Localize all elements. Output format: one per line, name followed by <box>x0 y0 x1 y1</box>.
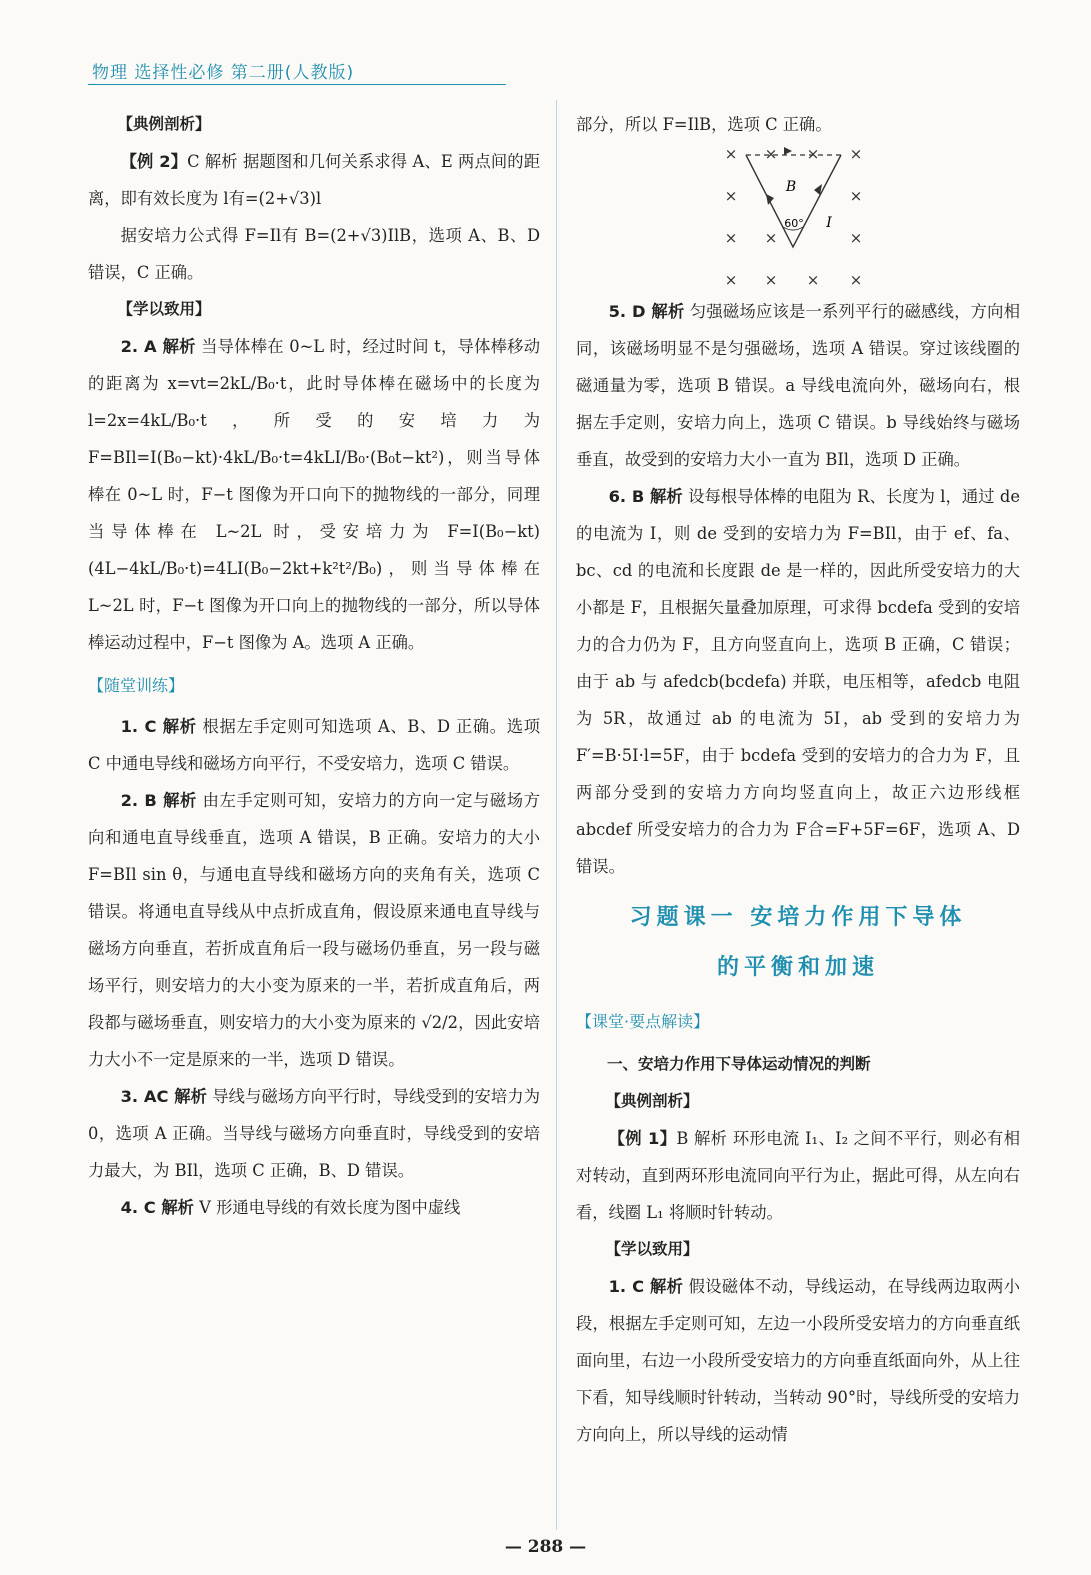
cross-mark: × <box>764 271 778 289</box>
training-2 <box>88 782 540 1078</box>
chapter-title-line-2: 的平衡和加速 <box>716 955 879 980</box>
answer-5-text: 匀强磁场应该是一系列平行的磁感线，方向相同，该磁场明显不是匀强磁场，选项 A 错误。穿过该线圈的磁通量为零，选项 B 错误。a 导线电流向外，磁场向右，根据左手定则，安培力向上，选项 C 错误。b 导线始终与磁场垂直，故受到的安培力大小一直为 BIl，选项 D 正确。 <box>576 302 1020 469</box>
cross-mark: × <box>724 229 738 247</box>
cross-mark: × <box>806 147 820 163</box>
answer-6-number: 6. B 解析 <box>608 487 683 506</box>
cross-mark: × <box>849 187 863 205</box>
column-divider <box>556 100 557 1530</box>
training-4-number: 4. C 解析 <box>120 1198 194 1217</box>
training-1-number: 1. C 解析 <box>120 717 197 736</box>
training-1 <box>88 708 540 782</box>
cross-mark: × <box>849 229 863 247</box>
cross-mark: × <box>806 271 820 289</box>
answer-5 <box>576 293 1020 478</box>
header-rule <box>88 84 506 85</box>
cross-mark: × <box>724 147 738 163</box>
training-4 <box>88 1189 540 1226</box>
example-2-text2: 据安培力公式得 F=Il有 B=(2+√3)IlB，选项 A、B、D 错误，C 正确。 <box>88 226 540 282</box>
subsection-title: 一、安培力作用下导体运动情况的判断 <box>607 1055 871 1073</box>
training-3 <box>88 1078 540 1189</box>
training-4-continued: 部分，所以 F=IlB，选项 C 正确。 <box>576 115 832 134</box>
chapter-title-line-1: 习题课一 安培力作用下导体 <box>629 905 967 930</box>
example-1-label: 【例 1】 <box>608 1129 677 1148</box>
answer-6 <box>576 478 1020 885</box>
chapter-title <box>576 893 1020 993</box>
section-title-class-training: 【随堂训练】 <box>88 676 185 695</box>
cross-mark: × <box>724 271 738 289</box>
cross-mark: × <box>849 271 863 289</box>
training-2-number: 2. B 解析 <box>120 791 197 810</box>
example-2 <box>88 143 540 217</box>
cross-mark: × <box>764 229 778 247</box>
label-b: B <box>785 179 797 195</box>
practice-1-text: 假设磁体不动，导线运动，在导线两边取两小段，根据左手定则可知，左边一小段所受安培力的方向垂直纸面向里，右边一小段所受安培力的方向垂直纸面向外，从上往下看，知导线顺时针转动，当转动 90°时，导线所受的安培力方向向上，所以导线的运动情 <box>576 1277 1020 1444</box>
practice-1-number: 1. C 解析 <box>608 1277 684 1296</box>
example-2-label: 【例 2】 <box>120 152 188 171</box>
v-wire <box>746 155 841 247</box>
cross-mark: × <box>724 187 738 205</box>
cross-mark: × <box>849 147 863 163</box>
running-header: 物理 选择性必修 第二册(人教版) <box>92 63 355 83</box>
answer-2-text: 当导体棒在 0~L 时，经过时间 t，导体棒移动的距离为 x=vt=2kL/B₀·t，此时导体棒在磁场中的长度为 l=2x=4kL/B₀·t，所受的安培力为 F=BIl=I(B₀−kt)·4kL/B₀·t=4kLI/B₀·(B₀t−kt²)，则当导体棒在 0~L 时，F−t 图像为开口向下的抛物线的一部分，同理当导体棒在 L~2L 时，受安培力为 F=I(B₀−kt)(4L−4kL/B₀·t)=4LI(B₀−2kt+k²t²/B₀)，则当导体棒在 L~2L 时，F−t 图像为开口向上的抛物线的一部分，所以导体棒运动过程中，F−t 图像为 A。选项 A 正确。 <box>88 337 540 652</box>
answer-2-number: 2. A 解析 <box>120 337 196 356</box>
training-3-text: 导线与磁场方向平行时，导线受到的安培力为 0，选项 A 正确。当导线与磁场方向垂直时，导线受到的安培力最大，为 BIl，选项 C 正确，B、D 错误。 <box>88 1087 540 1180</box>
arrow-right-icon <box>784 147 792 155</box>
heading-application-2: 【学以致用】 <box>605 1240 699 1258</box>
practice-1 <box>576 1268 1020 1453</box>
left-column <box>88 106 540 1226</box>
label-angle: 60° <box>784 217 804 230</box>
heading-example-analysis-2: 【典例剖析】 <box>605 1092 699 1110</box>
page-number: — 288 — <box>504 1537 587 1557</box>
heading-application: 【学以致用】 <box>117 300 211 318</box>
training-2-text: 由左手定则可知，安培力的方向一定与磁场方向和通电直导线垂直，选项 A 错误，B 正确。安培力的大小 F=BIl sin θ，与通电直导线和磁场方向的夹角有关，选项 C 错误。将通电直导线从中点折成直角，假设原来通电直导线与磁场方向垂直，若折成直角后一段与磁场仍垂直，另一段与磁场平行，则安培力的大小变为原来的一半，若折成直角后，两段都与磁场垂直，则安培力的大小变为原来的 √2/2，因此安培力大小不一定是原来的一半，选项 D 错误。 <box>88 791 540 1069</box>
answer-6-text: 设每根导体棒的电阻为 R、长度为 l，通过 de 的电流为 I，则 de 受到的安培力为 F=BIl，由于 ef、fa、bc、cd 的电流和长度跟 de 是一样的，因此所受安培力的大小都是 F，且根据矢量叠加原理，可求得 bcdefa 受到的安培力的合力仍为 F，且方向竖直向上，选项 B 正确，C 错误；由于 ab 与 afedcb(bcdefa) 并联，电压相等，afedcb 电阻为 5R，故通过 ab 的电流为 5I，ab 受到的安培力为 F′=B·5I·l=5F，由于 bcdefa 受到的安培力的合力为 F，且两部分受到的安培力方向均竖直向上，故正六边形线框 abcdef 所受安培力的合力为 F合=F+5F=6F，选项 A、D 错误。 <box>576 487 1020 876</box>
training-3-number: 3. AC 解析 <box>120 1087 207 1106</box>
section-title-key-points: 【课堂·要点解读】 <box>576 1012 710 1031</box>
example-1-text: B 解析 环形电流 I₁、I₂ 之间不平行，则必有相对转动，直到两环形电流同向平行为止，据此可得，从左向右看，线圈 L₁ 将顺时针转动。 <box>576 1129 1021 1222</box>
v-wire-figure <box>576 143 1020 293</box>
answer-2 <box>88 328 540 661</box>
magnetic-field-diagram <box>716 147 866 289</box>
example-1 <box>576 1120 1020 1231</box>
training-4-text: V 形通电导线的有效长度为图中虚线 <box>199 1198 461 1217</box>
label-i: I <box>826 215 832 231</box>
example-2-text: C 解析 据题图和几何关系求得 A、E 两点间的距离，即有效长度为 l有=(2+√3)l <box>88 152 540 208</box>
training-1-text: 根据左手定则可知选项 A、B、D 正确。选项 C 中通电导线和磁场方向平行，不受安培力，选项 C 错误。 <box>88 717 540 773</box>
heading-example-analysis: 【典例剖析】 <box>117 115 211 133</box>
answer-5-number: 5. D 解析 <box>608 302 685 321</box>
right-column <box>576 106 1020 1453</box>
cross-mark: × <box>764 147 778 163</box>
